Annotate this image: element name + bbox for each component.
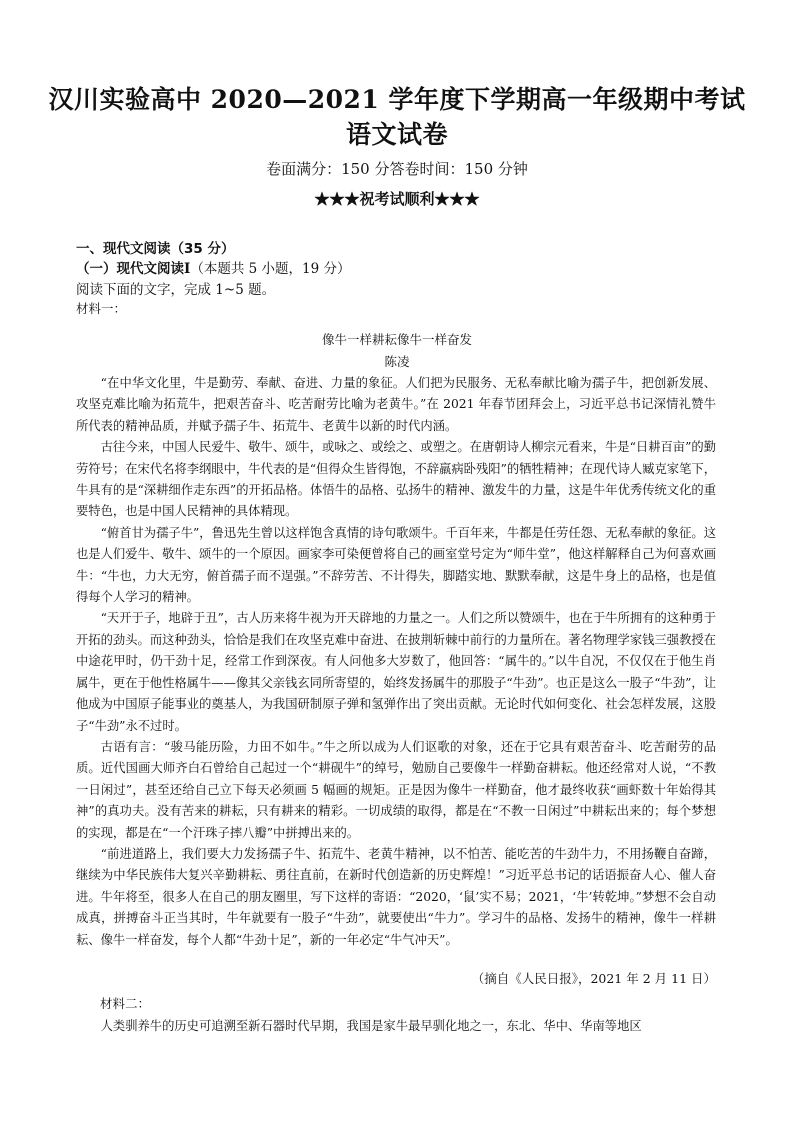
material2-paragraph: 人类驯养牛的历史可追溯至新石器时代早期，我国是家牛最早驯化地之一，东北、华中、华南等地区 <box>100 1019 642 1033</box>
subsection-title: （一）现代文阅读Ⅰ <box>76 261 191 277</box>
material2-label: 材料二： <box>100 996 151 1011</box>
exam-subject-title: 语文试卷 <box>345 120 448 149</box>
article-source: （摘自《人民日报》，2021 年 2 月 11 日） <box>471 971 716 986</box>
article-paragraph: “天开于子，地辟于丑”，古人历来将牛视为开天辟地的力量之一。人们之所以赞颂牛，也在于牛所拥有的这种勇于开拓的劲头。而这种劲头，恰恰是我们在攻坚克难中奋进、在披荆斩棘中前行的力量所在。著名物理学家钱三强教授在中途花甲时，仍干劲十足，经常工作到深夜。有人问他多大岁数了，他回答：“属牛的。”以牛自况，不仅仅在于他生肖属牛，更在于他性格属牛——像其父亲钱玄同所寄望的，始终发扬属牛的那股子“牛劲”。也正是这么一股子“牛劲”，让他成为中国原子能事业的奠基人，为我国研制原子弹和氢弹作出了突出贡献。无论时代如何变化、社会怎样发展，这股子“牛劲”永不过时。 <box>76 611 716 733</box>
exam-title: 汉川实验高中 2020—2021 学年度下学期高一年级期中考试 <box>48 85 746 114</box>
article-body <box>76 373 716 951</box>
subsection-note: （本题共 5 小题，19 分） <box>190 261 351 277</box>
exam-meta: 卷面满分：150 分答卷时间：150 分钟 <box>266 160 528 178</box>
material1-label: 材料一： <box>76 301 127 316</box>
article-paragraph: “俯首甘为孺子牛”，鲁迅先生曾以这样饱含真情的诗句歌颂牛。千百年来，牛都是任劳任怨、无私奉献的象征。这也是人们爱牛、敬牛、颂牛的一个原因。画家李可染便曾将自己的画室堂号定为“师牛堂”，他这样解释自己为何喜欢画牛：“牛也，力大无穷，俯首孺子而不逞强。”不辞劳苦、不计得失，脚踏实地、默默奉献，这是牛身上的品格，也是值得每个人学习的精神。 <box>76 525 716 605</box>
subsection-heading <box>76 257 350 277</box>
article-title: 像牛一样耕耘像牛一样奋发 <box>321 332 472 347</box>
article-author: 陈凌 <box>384 354 410 369</box>
section-heading: 一、现代文阅读（35 分） <box>76 241 235 257</box>
material2-body <box>76 1016 716 1037</box>
article-paragraph: “在中华文化里，牛是勤劳、奉献、奋进、力量的象征。人们把为民服务、无私奉献比喻为孺子牛，把创新发展、攻坚克难比喻为拓荒牛，把艰苦奋斗、吃苦耐劳比喻为老黄牛。”在 2021 年春节团拜会上，习近平总书记深情礼赞牛所代表的精神品质，并赋予孺子牛、拓荒牛、老黄牛以新的时代内涵。 <box>76 376 716 433</box>
article-paragraph: “前进道路上，我们要大力发扬孺子牛、拓荒牛、老黄牛精神，以不怕苦、能吃苦的牛劲牛力，不用扬鞭自奋蹄，继续为中华民族伟大复兴辛勤耕耘、勇往直前，在新时代创造新的历史辉煌！”习近平总书记的话语振奋人心、催人奋进。牛年将至，很多人在自己的朋友圈里，写下这样的寄语：“2020，‘鼠’实不易；2021，‘牛’转乾坤。”梦想不会自动成真，拼搏奋斗正当其时，牛年就要有一股子“牛劲”，就要使出“牛力”。学习牛的品格、发扬牛的精神，像牛一样耕耘、像牛一样奋发，每个人都“牛劲十足”，新的一年必定“牛气冲天”。 <box>76 846 716 947</box>
good-luck-line: ★★★祝考试顺利★★★ <box>314 190 480 208</box>
article-paragraph: 古语有言：“骏马能历险，力田不如牛。”牛之所以成为人们讴歌的对象，还在于它具有艰苦奋斗、吃苦耐劳的品质。近代国画大师齐白石曾给自己起过一个“耕砚牛”的绰号，勉励自己要像牛一样勤奋耕耘。他还经常对人说，“不教一日闲过”，甚至还给自己立下每天必须画 5 幅画的规矩。正是因为像牛一样勤奋，他才最终收获“画虾数十年始得其神”的真功夫。没有苦来的耕耘，只有耕来的精彩。一切成绩的取得，都是在“不教一日闲过”中耕耘出来的；每个梦想的实现，都是在“一个汗珠子摔八瓣”中拼搏出来的。 <box>76 739 716 840</box>
article-paragraph: 古往今来，中国人民爱牛、敬牛、颂牛，或咏之、或绘之、或塑之。在唐朝诗人柳宗元看来，牛是“日耕百亩”的勤劳符号；在宋代名将李纲眼中，牛代表的是“但得众生皆得饱，不辞羸病卧残阳”的牺牲精神；在现代诗人臧克家笔下，牛具有的是“深耕细作走东西”的开拓品格。体悟牛的品格、弘扬牛的精神、激发牛的力量，这是牛年优秀传统文化的重要特色，也是中国人民精神的具体精现。 <box>76 440 716 519</box>
instruction-text: 阅读下面的文字，完成 1~5 题。 <box>76 282 276 298</box>
